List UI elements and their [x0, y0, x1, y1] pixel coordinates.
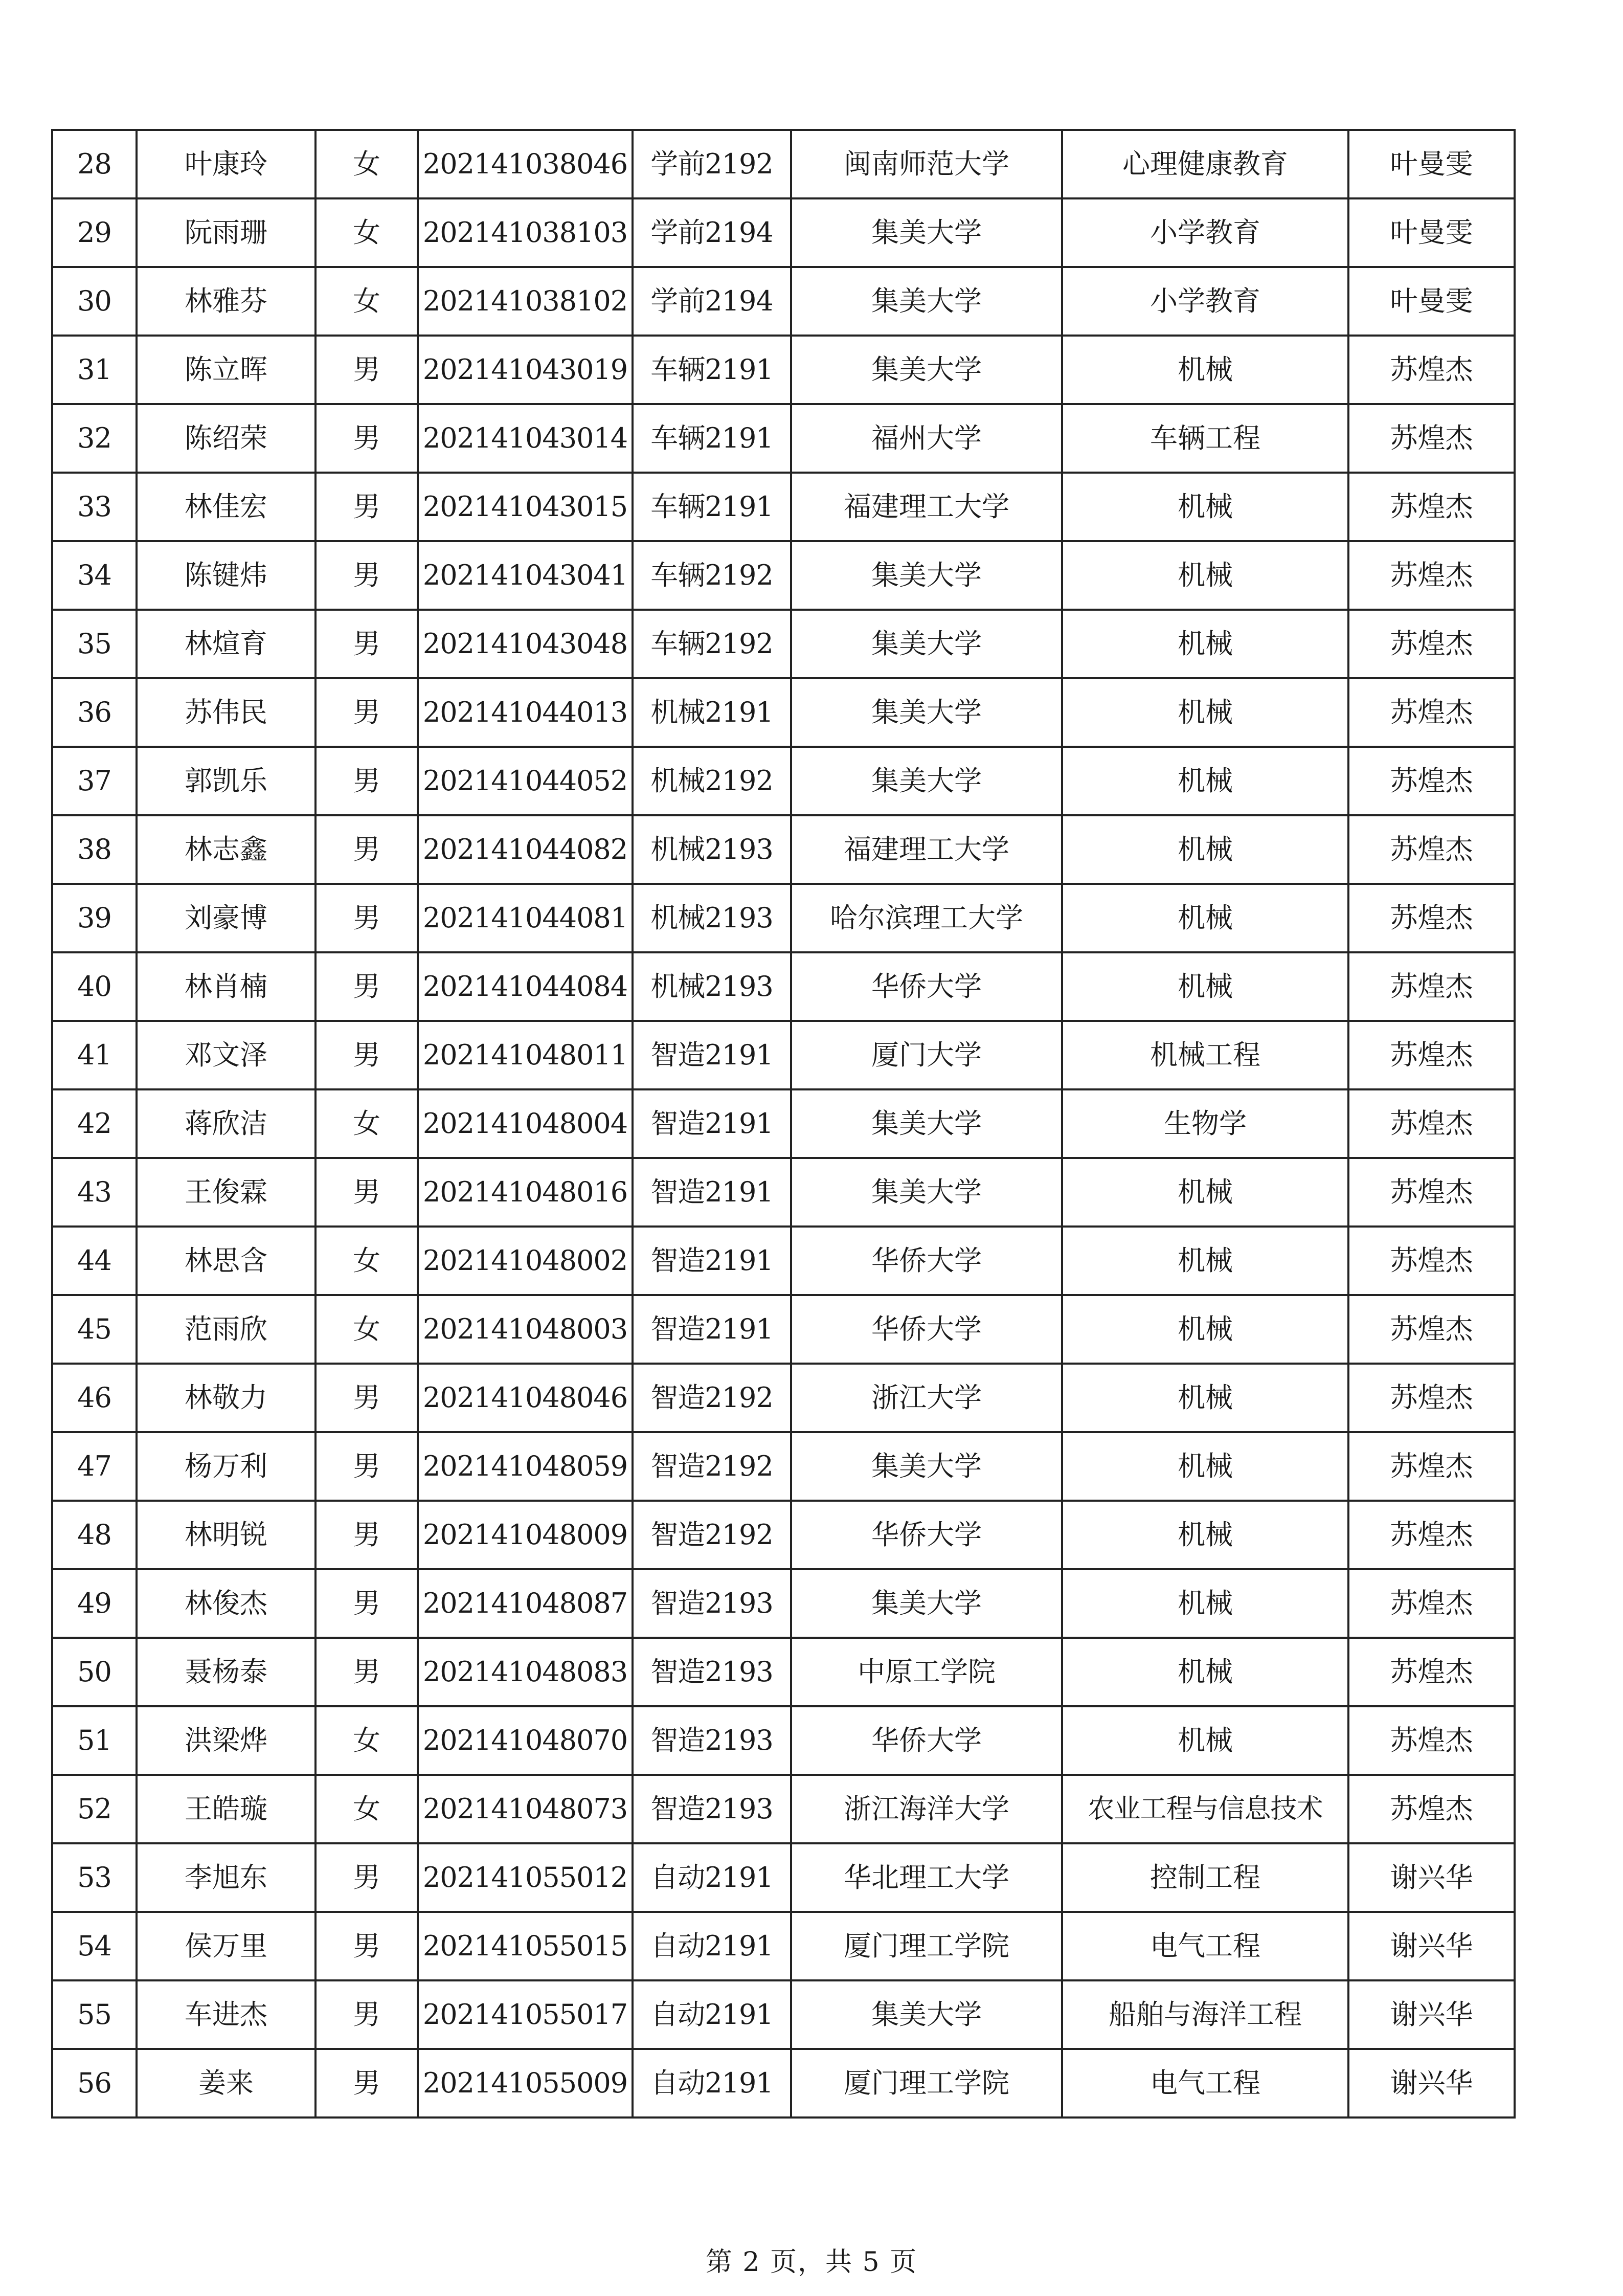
row-number: 44: [52, 1227, 137, 1295]
target-major: 机械: [1062, 1295, 1348, 1364]
student-class: 智造2193: [633, 1638, 791, 1706]
target-major: 机械: [1062, 541, 1348, 610]
student-id: 202141048009: [418, 1501, 633, 1569]
target-school: 福建理工大学: [791, 815, 1062, 884]
student-class: 车辆2191: [633, 336, 791, 404]
student-sex: 男: [315, 884, 418, 952]
advisor-name: 谢兴华: [1348, 2049, 1515, 2117]
advisor-name: 谢兴华: [1348, 1912, 1515, 1980]
row-number: 49: [52, 1569, 137, 1638]
row-number: 46: [52, 1364, 137, 1432]
table-row: [52, 610, 1515, 678]
target-major: 生物学: [1062, 1089, 1348, 1158]
target-major: 机械: [1062, 1501, 1348, 1569]
target-school: 华侨大学: [791, 1706, 1062, 1775]
student-sex: 女: [315, 130, 418, 198]
student-class: 智造2191: [633, 1158, 791, 1227]
target-school: 集美大学: [791, 678, 1062, 747]
student-id: 202141043041: [418, 541, 633, 610]
student-id: 202141043015: [418, 473, 633, 541]
row-number: 31: [52, 336, 137, 404]
advisor-name: 苏煌杰: [1348, 1569, 1515, 1638]
student-name: 王皓璇: [137, 1775, 315, 1843]
target-major: 机械工程: [1062, 1021, 1348, 1089]
student-class: 智造2192: [633, 1432, 791, 1501]
row-number: 36: [52, 678, 137, 747]
row-number: 29: [52, 198, 137, 267]
student-name: 范雨欣: [137, 1295, 315, 1364]
target-major: 机械: [1062, 336, 1348, 404]
student-id: 202141055015: [418, 1912, 633, 1980]
student-class: 学前2192: [633, 130, 791, 198]
target-major: 电气工程: [1062, 2049, 1348, 2117]
student-name: 林明锐: [137, 1501, 315, 1569]
student-class: 智造2191: [633, 1295, 791, 1364]
student-sex: 男: [315, 473, 418, 541]
target-school: 集美大学: [791, 1089, 1062, 1158]
table-row: [52, 1158, 1515, 1227]
table-row: [52, 1706, 1515, 1775]
student-name: 姜来: [137, 2049, 315, 2117]
advisor-name: 叶曼雯: [1348, 267, 1515, 336]
student-name: 郭凯乐: [137, 747, 315, 815]
table-row: [52, 336, 1515, 404]
student-name: 苏伟民: [137, 678, 315, 747]
student-sex: 男: [315, 1021, 418, 1089]
student-sex: 女: [315, 198, 418, 267]
student-name: 刘豪博: [137, 884, 315, 952]
target-major: 车辆工程: [1062, 404, 1348, 473]
student-name: 车进杰: [137, 1980, 315, 2049]
target-major: 船舶与海洋工程: [1062, 1980, 1348, 2049]
roster-body: [52, 130, 1515, 2117]
table-row: [52, 1021, 1515, 1089]
target-major: 机械: [1062, 747, 1348, 815]
row-number: 51: [52, 1706, 137, 1775]
student-sex: 男: [315, 336, 418, 404]
student-sex: 女: [315, 1775, 418, 1843]
student-name: 林志鑫: [137, 815, 315, 884]
target-school: 集美大学: [791, 336, 1062, 404]
student-sex: 男: [315, 815, 418, 884]
advisor-name: 叶曼雯: [1348, 198, 1515, 267]
row-number: 41: [52, 1021, 137, 1089]
student-class: 自动2191: [633, 1980, 791, 2049]
student-id: 202141055009: [418, 2049, 633, 2117]
table-row: [52, 952, 1515, 1021]
advisor-name: 苏煌杰: [1348, 747, 1515, 815]
student-class: 智造2192: [633, 1364, 791, 1432]
student-name: 林煊育: [137, 610, 315, 678]
student-class: 车辆2192: [633, 541, 791, 610]
target-school: 华侨大学: [791, 1501, 1062, 1569]
row-number: 45: [52, 1295, 137, 1364]
advisor-name: 苏煌杰: [1348, 1021, 1515, 1089]
target-school: 浙江海洋大学: [791, 1775, 1062, 1843]
student-name: 蒋欣洁: [137, 1089, 315, 1158]
target-major: 电气工程: [1062, 1912, 1348, 1980]
student-sex: 男: [315, 952, 418, 1021]
row-number: 28: [52, 130, 137, 198]
student-id: 202141048046: [418, 1364, 633, 1432]
target-major: 机械: [1062, 815, 1348, 884]
row-number: 48: [52, 1501, 137, 1569]
target-school: 华侨大学: [791, 1227, 1062, 1295]
target-major: 机械: [1062, 1638, 1348, 1706]
student-id: 202141038103: [418, 198, 633, 267]
student-sex: 女: [315, 1089, 418, 1158]
student-id: 202141048004: [418, 1089, 633, 1158]
student-id: 202141048016: [418, 1158, 633, 1227]
table-row: [52, 267, 1515, 336]
student-class: 自动2191: [633, 2049, 791, 2117]
student-sex: 男: [315, 541, 418, 610]
table-row: [52, 678, 1515, 747]
student-id: 202141044013: [418, 678, 633, 747]
target-major: 机械: [1062, 473, 1348, 541]
table-row: [52, 1089, 1515, 1158]
target-school: 厦门理工学院: [791, 2049, 1062, 2117]
student-sex: 男: [315, 1432, 418, 1501]
advisor-name: 苏煌杰: [1348, 336, 1515, 404]
target-school: 集美大学: [791, 1432, 1062, 1501]
student-id: 202141038046: [418, 130, 633, 198]
advisor-name: 苏煌杰: [1348, 1706, 1515, 1775]
student-class: 车辆2191: [633, 404, 791, 473]
student-id: 202141048002: [418, 1227, 633, 1295]
target-major: 机械: [1062, 1227, 1348, 1295]
student-roster-table: [51, 129, 1516, 2119]
row-number: 37: [52, 747, 137, 815]
target-major: 机械: [1062, 1432, 1348, 1501]
table-row: [52, 1843, 1515, 1912]
student-sex: 女: [315, 267, 418, 336]
student-sex: 男: [315, 1980, 418, 2049]
student-name: 林佳宏: [137, 473, 315, 541]
advisor-name: 谢兴华: [1348, 1980, 1515, 2049]
student-class: 智造2191: [633, 1227, 791, 1295]
student-name: 陈立晖: [137, 336, 315, 404]
target-school: 集美大学: [791, 610, 1062, 678]
table-row: [52, 1227, 1515, 1295]
target-major: 机械: [1062, 1706, 1348, 1775]
student-name: 林雅芬: [137, 267, 315, 336]
table-row: [52, 1775, 1515, 1843]
target-school: 厦门理工学院: [791, 1912, 1062, 1980]
student-name: 杨万利: [137, 1432, 315, 1501]
student-id: 202141044084: [418, 952, 633, 1021]
student-name: 林思含: [137, 1227, 315, 1295]
row-number: 42: [52, 1089, 137, 1158]
student-class: 智造2193: [633, 1775, 791, 1843]
target-school: 厦门大学: [791, 1021, 1062, 1089]
advisor-name: 苏煌杰: [1348, 1227, 1515, 1295]
student-id: 202141055012: [418, 1843, 633, 1912]
student-sex: 女: [315, 1295, 418, 1364]
student-class: 智造2191: [633, 1021, 791, 1089]
target-major: 小学教育: [1062, 198, 1348, 267]
student-sex: 男: [315, 1364, 418, 1432]
target-school: 集美大学: [791, 541, 1062, 610]
target-major: 机械: [1062, 1364, 1348, 1432]
student-sex: 男: [315, 1912, 418, 1980]
advisor-name: 苏煌杰: [1348, 1501, 1515, 1569]
student-name: 阮雨珊: [137, 198, 315, 267]
target-major: 机械: [1062, 884, 1348, 952]
student-class: 智造2193: [633, 1569, 791, 1638]
table-row: [52, 198, 1515, 267]
student-class: 智造2191: [633, 1089, 791, 1158]
target-school: 集美大学: [791, 267, 1062, 336]
page-footer: 第 2 页，共 5 页: [705, 2247, 918, 2278]
row-number: 43: [52, 1158, 137, 1227]
target-school: 集美大学: [791, 747, 1062, 815]
target-major: 小学教育: [1062, 267, 1348, 336]
row-number: 53: [52, 1843, 137, 1912]
row-number: 38: [52, 815, 137, 884]
target-major: 机械: [1062, 678, 1348, 747]
student-id: 202141044052: [418, 747, 633, 815]
advisor-name: 苏煌杰: [1348, 1432, 1515, 1501]
student-name: 陈绍荣: [137, 404, 315, 473]
advisor-name: 苏煌杰: [1348, 952, 1515, 1021]
student-id: 202141048087: [418, 1569, 633, 1638]
advisor-name: 苏煌杰: [1348, 1638, 1515, 1706]
advisor-name: 苏煌杰: [1348, 815, 1515, 884]
target-school: 哈尔滨理工大学: [791, 884, 1062, 952]
target-school: 集美大学: [791, 1980, 1062, 2049]
student-class: 智造2193: [633, 1706, 791, 1775]
student-id: 202141048011: [418, 1021, 633, 1089]
target-school: 中原工学院: [791, 1638, 1062, 1706]
row-number: 47: [52, 1432, 137, 1501]
target-school: 集美大学: [791, 1158, 1062, 1227]
advisor-name: 苏煌杰: [1348, 1364, 1515, 1432]
student-class: 自动2191: [633, 1843, 791, 1912]
student-id: 202141048070: [418, 1706, 633, 1775]
student-sex: 男: [315, 747, 418, 815]
student-class: 自动2191: [633, 1912, 791, 1980]
advisor-name: 叶曼雯: [1348, 130, 1515, 198]
student-class: 机械2192: [633, 747, 791, 815]
target-school: 华侨大学: [791, 1295, 1062, 1364]
student-sex: 男: [315, 1843, 418, 1912]
student-sex: 男: [315, 1638, 418, 1706]
target-school: 闽南师范大学: [791, 130, 1062, 198]
student-id: 202141038102: [418, 267, 633, 336]
table-row: [52, 747, 1515, 815]
student-sex: 男: [315, 2049, 418, 2117]
student-id: 202141044081: [418, 884, 633, 952]
student-sex: 男: [315, 404, 418, 473]
advisor-name: 苏煌杰: [1348, 404, 1515, 473]
student-name: 林俊杰: [137, 1569, 315, 1638]
table-row: [52, 541, 1515, 610]
row-number: 30: [52, 267, 137, 336]
table-row: [52, 1980, 1515, 2049]
target-school: 集美大学: [791, 1569, 1062, 1638]
target-school: 集美大学: [791, 198, 1062, 267]
target-school: 浙江大学: [791, 1364, 1062, 1432]
row-number: 50: [52, 1638, 137, 1706]
table-row: [52, 884, 1515, 952]
advisor-name: 苏煌杰: [1348, 1775, 1515, 1843]
student-name: 陈键炜: [137, 541, 315, 610]
advisor-name: 苏煌杰: [1348, 541, 1515, 610]
advisor-name: 苏煌杰: [1348, 1158, 1515, 1227]
table-row: [52, 1912, 1515, 1980]
table-row: [52, 1295, 1515, 1364]
table-row: [52, 404, 1515, 473]
table-row: [52, 1569, 1515, 1638]
student-id: 202141048003: [418, 1295, 633, 1364]
student-name: 林肖楠: [137, 952, 315, 1021]
student-id: 202141043014: [418, 404, 633, 473]
target-major: 机械: [1062, 952, 1348, 1021]
row-number: 40: [52, 952, 137, 1021]
advisor-name: 苏煌杰: [1348, 884, 1515, 952]
row-number: 32: [52, 404, 137, 473]
row-number: 55: [52, 1980, 137, 2049]
student-name: 聂杨泰: [137, 1638, 315, 1706]
table-row: [52, 1432, 1515, 1501]
student-id: 202141055017: [418, 1980, 633, 2049]
student-id: 202141043019: [418, 336, 633, 404]
row-number: 52: [52, 1775, 137, 1843]
advisor-name: 苏煌杰: [1348, 1295, 1515, 1364]
student-name: 洪梁烨: [137, 1706, 315, 1775]
table-row: [52, 473, 1515, 541]
table-row: [52, 815, 1515, 884]
student-class: 学前2194: [633, 267, 791, 336]
student-name: 王俊霖: [137, 1158, 315, 1227]
target-school: 华侨大学: [791, 952, 1062, 1021]
target-school: 福州大学: [791, 404, 1062, 473]
target-major: 心理健康教育: [1062, 130, 1348, 198]
table-row: [52, 1364, 1515, 1432]
student-name: 叶康玲: [137, 130, 315, 198]
row-number: 56: [52, 2049, 137, 2117]
target-major: 机械: [1062, 610, 1348, 678]
student-sex: 男: [315, 1569, 418, 1638]
student-id: 202141044082: [418, 815, 633, 884]
target-school: 华北理工大学: [791, 1843, 1062, 1912]
student-sex: 男: [315, 1158, 418, 1227]
table-row: [52, 1501, 1515, 1569]
advisor-name: 苏煌杰: [1348, 473, 1515, 541]
student-id: 202141048083: [418, 1638, 633, 1706]
student-sex: 男: [315, 678, 418, 747]
row-number: 54: [52, 1912, 137, 1980]
student-name: 侯万里: [137, 1912, 315, 1980]
table-row: [52, 2049, 1515, 2117]
student-sex: 男: [315, 610, 418, 678]
advisor-name: 谢兴华: [1348, 1843, 1515, 1912]
student-class: 机械2191: [633, 678, 791, 747]
student-class: 车辆2192: [633, 610, 791, 678]
row-number: 39: [52, 884, 137, 952]
target-major: 控制工程: [1062, 1843, 1348, 1912]
row-number: 35: [52, 610, 137, 678]
advisor-name: 苏煌杰: [1348, 610, 1515, 678]
table-row: [52, 1638, 1515, 1706]
target-major: 农业工程与信息技术: [1062, 1775, 1348, 1843]
student-class: 智造2192: [633, 1501, 791, 1569]
row-number: 33: [52, 473, 137, 541]
student-class: 机械2193: [633, 815, 791, 884]
student-name: 林敬力: [137, 1364, 315, 1432]
target-school: 福建理工大学: [791, 473, 1062, 541]
target-major: 机械: [1062, 1569, 1348, 1638]
student-id: 202141048059: [418, 1432, 633, 1501]
student-sex: 男: [315, 1501, 418, 1569]
student-name: 邓文泽: [137, 1021, 315, 1089]
row-number: 34: [52, 541, 137, 610]
student-id: 202141043048: [418, 610, 633, 678]
student-class: 机械2193: [633, 952, 791, 1021]
student-sex: 女: [315, 1227, 418, 1295]
target-major: 机械: [1062, 1158, 1348, 1227]
student-name: 李旭东: [137, 1843, 315, 1912]
student-id: 202141048073: [418, 1775, 633, 1843]
advisor-name: 苏煌杰: [1348, 1089, 1515, 1158]
student-class: 机械2193: [633, 884, 791, 952]
student-class: 车辆2191: [633, 473, 791, 541]
student-sex: 女: [315, 1706, 418, 1775]
advisor-name: 苏煌杰: [1348, 678, 1515, 747]
table-row: [52, 130, 1515, 198]
student-class: 学前2194: [633, 198, 791, 267]
